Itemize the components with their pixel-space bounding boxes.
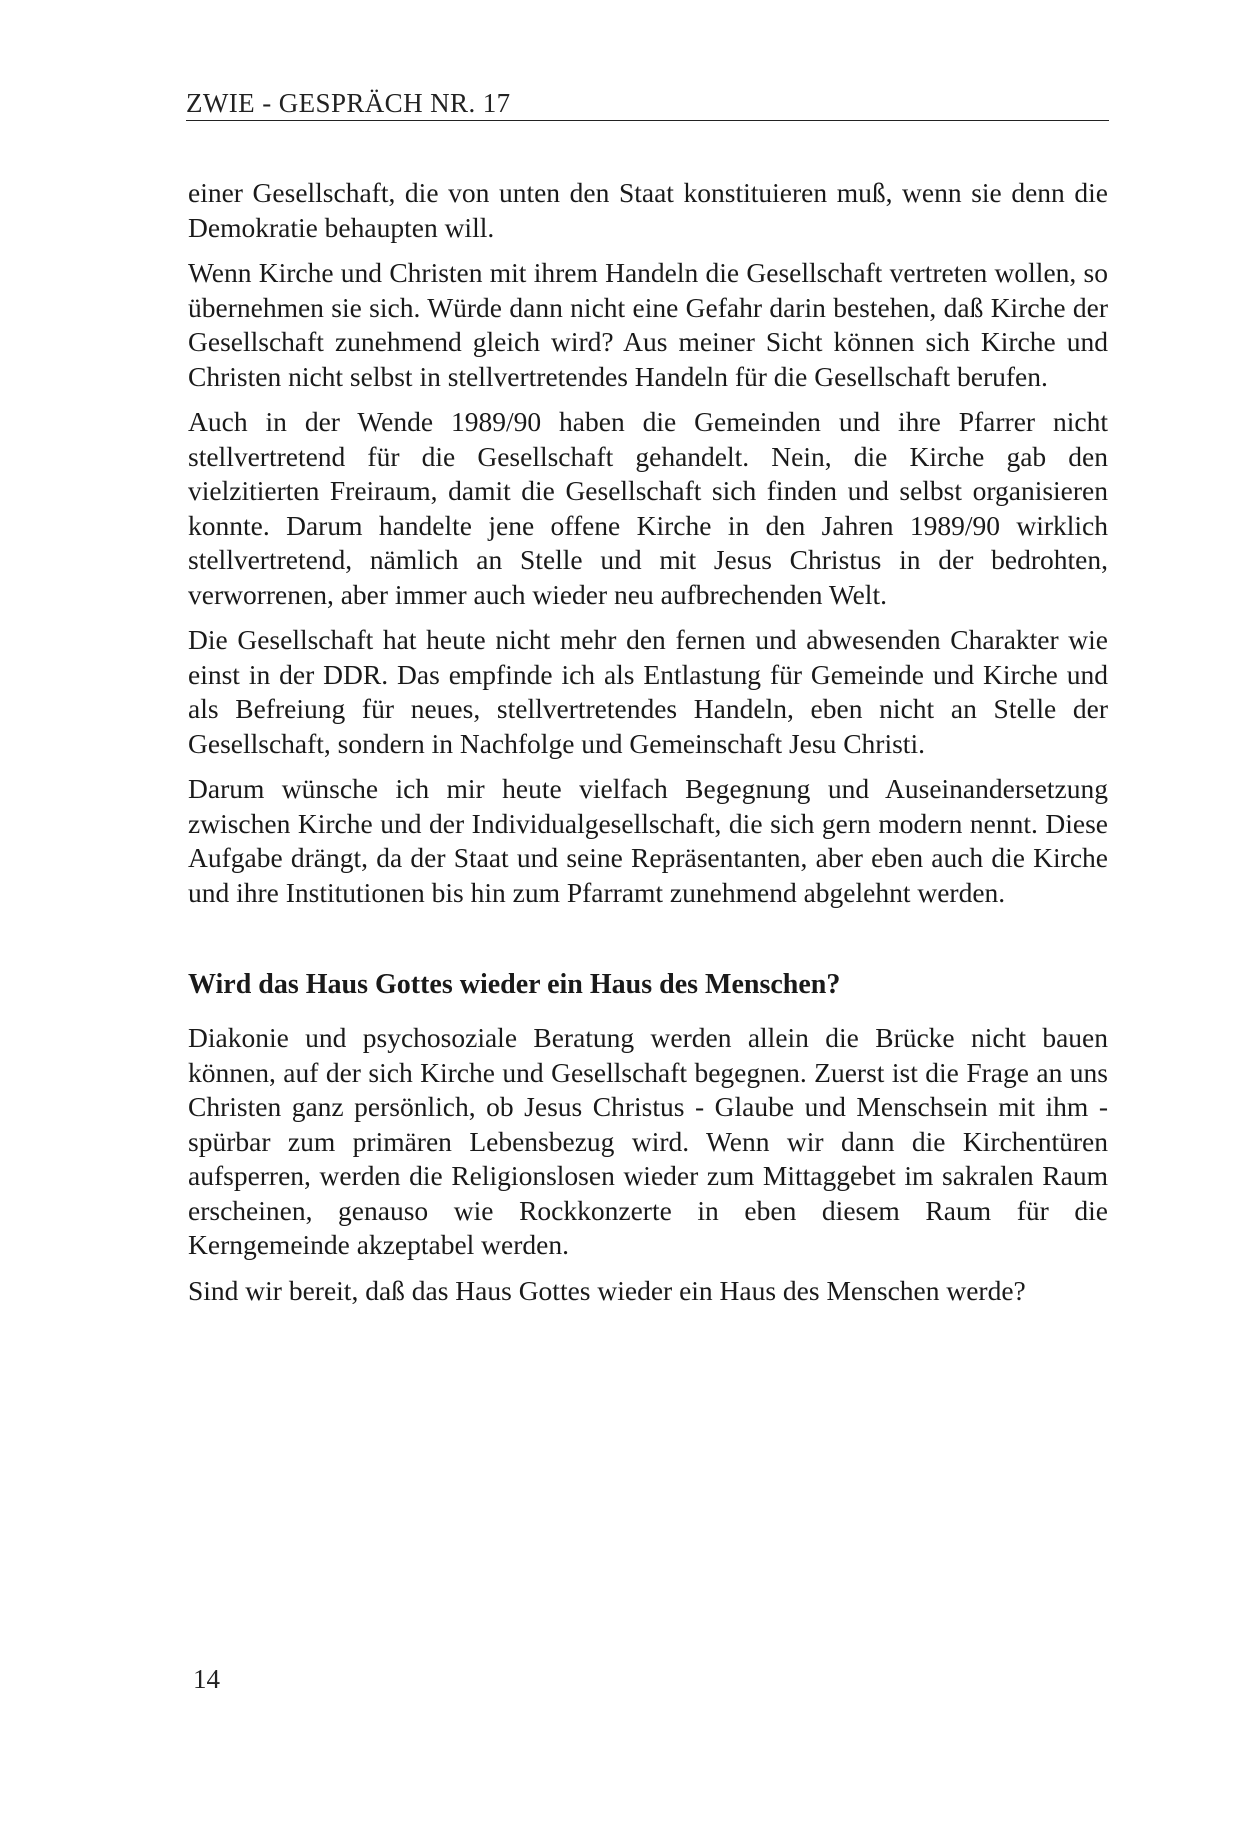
paragraph: Auch in der Wende 1989/90 haben die Gemeinden und ihre Pfarrer nicht stellvertretend für die Gesellschaft gehandelt. Nein, die Kirche gab den vielzitierten Freiraum, damit die Gesellschaft sich finden und selbst organisieren konnte. Darum handelte jene offene Kirche in den Jahren 1989/90 wirklich stellvertretend, nämlich an Stelle und mit Jesus Christus in der bedrohten, verworrenen, aber immer auch wieder neu aufbrechenden Welt. <box>188 406 1108 610</box>
body-text <box>188 176 1108 1319</box>
page-number: 14 <box>193 1664 220 1694</box>
paragraph: Die Gesellschaft hat heute nicht mehr den fernen und abwesenden Charakter wie einst in der DDR. Das empfinde ich als Entlastung für Gemeinde und Kirche und als Befreiung für neues, stellvertretendes Handeln, eben nicht an Stelle der Gesellschaft, sondern in Nachfolge und Gemeinschaft Jesu Christi. <box>188 624 1108 759</box>
section-heading: Wird das Haus Gottes wieder ein Haus des Menschen? <box>188 969 841 1000</box>
paragraph: Darum wünsche ich mir heute vielfach Begegnung und Auseinandersetzung zwischen Kirche und der Individualgesellschaft, die sich gern modern nennt. Diese Aufgabe drängt, da der Staat und seine Repräsentanten, aber eben auch die Kirche und ihre Institutionen bis hin zum Pfarramt zunehmend abgelehnt werden. <box>188 773 1108 908</box>
paragraph: Sind wir bereit, daß das Haus Gottes wieder ein Haus des Menschen werde? <box>188 1274 1026 1306</box>
paragraph: Wenn Kirche und Christen mit ihrem Handeln die Gesellschaft vertreten wollen, so übernehmen sie sich. Würde dann nicht eine Gefahr darin bestehen, daß Kirche der Gesellschaft zunehmend gleich wird? Aus meiner Sicht können sich Kirche und Christen nicht selbst in stellvertretendes Handeln für die Gesellschaft berufen. <box>188 257 1108 392</box>
running-header: ZWIE - GESPRÄCH NR. 17 <box>186 86 1109 121</box>
paragraph: einer Gesellschaft, die von unten den Staat konstituieren muß, wenn sie denn die Demokratie behaupten will. <box>188 177 1108 243</box>
paragraph: Diakonie und psychosoziale Beratung werden allein die Brücke nicht bauen können, auf der sich Kirche und Gesellschaft begegnen. Zuerst ist die Frage an uns Christen ganz persönlich, ob Jesus Christus - Glaube und Menschsein mit ihm - spürbar zum primären Lebensbezug wird. Wenn wir dann die Kirchentüren aufsperren, werden die Religionslosen wieder zum Mittaggebet im sakralen Raum erscheinen, genauso wie Rockkonzerte in eben diesem Raum für die Kerngemeinde akzeptabel werden. <box>188 1022 1108 1260</box>
